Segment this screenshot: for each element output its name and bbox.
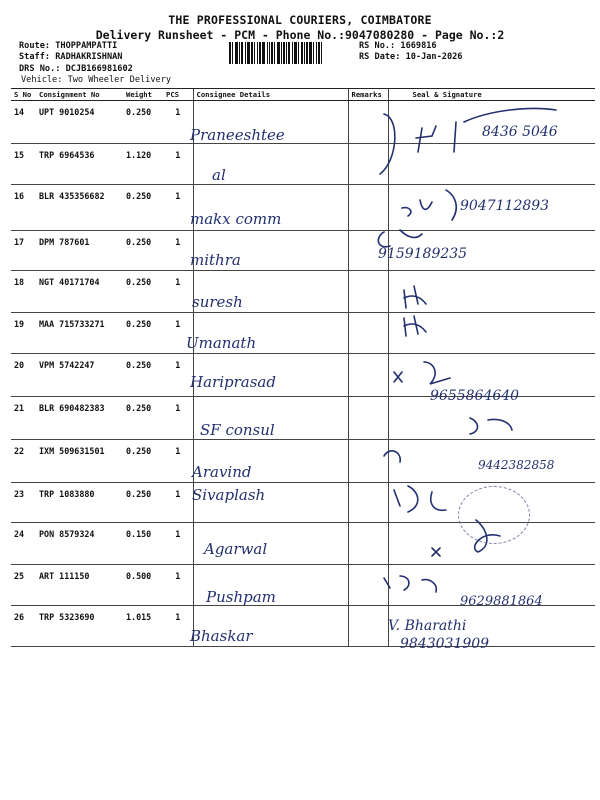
- consignment-cell: [36, 523, 123, 565]
- handwritten-consignee: suresh: [192, 293, 243, 311]
- weight-cell: [123, 144, 163, 185]
- sno-cell-text: 15: [14, 150, 25, 160]
- sno-cell-text: 21: [14, 403, 25, 413]
- pcs-cell: [163, 606, 193, 647]
- handwritten-phone: 9047112893: [460, 198, 550, 214]
- signature-mark: [394, 362, 450, 384]
- sno-cell-text: 22: [14, 446, 25, 456]
- consignment-cell-text: TRP 6964536: [39, 150, 95, 160]
- drs-label: DRS No.: DCJB166981602: [19, 64, 133, 74]
- pcs-cell: [163, 483, 193, 523]
- consignment-cell: [36, 101, 123, 144]
- signature-mark: [470, 418, 512, 434]
- pcs-cell-text: 1: [175, 277, 181, 287]
- signature-scribbles: [360, 100, 600, 700]
- table-header-row: [11, 89, 595, 101]
- col-header-consignment: Consignment No: [36, 89, 123, 101]
- consignment-cell-text: BLR 690482383: [39, 403, 105, 413]
- handwritten-consignee: Agarwal: [204, 540, 268, 558]
- pcs-cell-text: 1: [175, 612, 181, 622]
- pcs-cell: [163, 354, 193, 397]
- weight-cell: [123, 231, 163, 271]
- pcs-cell: [163, 271, 193, 313]
- rs-date-label: RS Date: 10-Jan-2026: [359, 52, 463, 62]
- handwritten-consignee: mithra: [190, 251, 241, 269]
- signature-mark: [402, 190, 456, 220]
- courier-stamp: [458, 486, 530, 544]
- runsheet-subtitle: Delivery Runsheet - PCM - Phone No.:9047080280 - Page No.:2: [95, 28, 505, 42]
- consignment-cell: [36, 440, 123, 483]
- col-header-pcs: PCS: [163, 89, 193, 101]
- consignment-cell: [36, 397, 123, 440]
- sno-cell: [11, 313, 36, 354]
- col-header-weight: Weight: [123, 89, 163, 101]
- weight-cell-text: 0.250: [126, 360, 152, 370]
- consignment-cell-text: IXM 509631501: [39, 446, 105, 456]
- pcs-cell-text: 1: [175, 319, 181, 329]
- weight-cell: [123, 483, 163, 523]
- sno-cell: [11, 483, 36, 523]
- consignment-cell-text: TRP 1083880: [39, 489, 95, 499]
- weight-cell: [123, 565, 163, 606]
- handwritten-phone: 9159189235: [378, 246, 468, 262]
- sno-cell-text: 19: [14, 319, 25, 329]
- pcs-cell-text: 1: [175, 191, 181, 201]
- weight-cell: [123, 440, 163, 483]
- signature-mark: [404, 316, 426, 336]
- pcs-cell: [163, 565, 193, 606]
- weight-cell-text: 1.120: [126, 150, 152, 160]
- staff-label: Staff: RADHAKRISHNAN: [19, 52, 123, 62]
- pcs-cell: [163, 101, 193, 144]
- consignment-cell-text: DPM 787601: [39, 237, 90, 247]
- barcode: [229, 42, 354, 64]
- handwritten-consignee: Praneeshtee: [190, 126, 285, 144]
- remarks-stroke-mark: [380, 114, 395, 174]
- pcs-cell: [163, 231, 193, 271]
- col-header-consignee: Consignee Details: [193, 89, 348, 101]
- handwritten-consignee: makx comm: [190, 210, 282, 228]
- pcs-cell-text: 1: [175, 489, 181, 499]
- weight-cell-text: 0.250: [126, 191, 152, 201]
- consignment-cell: [36, 144, 123, 185]
- weight-cell-text: 0.250: [126, 107, 152, 117]
- pcs-cell: [163, 523, 193, 565]
- consignment-cell: [36, 271, 123, 313]
- pcs-cell-text: 1: [175, 529, 181, 539]
- consignment-cell-text: PON 8579324: [39, 529, 95, 539]
- pcs-cell-text: 1: [175, 446, 181, 456]
- weight-cell-text: 0.250: [126, 403, 152, 413]
- signature-mark: [384, 451, 400, 462]
- consignment-cell: [36, 606, 123, 647]
- sno-cell: [11, 606, 36, 647]
- handwritten-consignee: Aravind: [192, 463, 252, 481]
- signature-mark: [378, 230, 422, 247]
- handwritten-consignee: al: [212, 166, 226, 184]
- consignment-cell-text: ART 111150: [39, 571, 90, 581]
- sno-cell-text: 25: [14, 571, 25, 581]
- weight-cell-text: 0.250: [126, 489, 152, 499]
- weight-cell: [123, 606, 163, 647]
- weight-cell: [123, 354, 163, 397]
- weight-cell-text: 0.250: [126, 446, 152, 456]
- handwritten-consignee: Sivaplash: [192, 486, 266, 504]
- sno-cell: [11, 185, 36, 231]
- weight-cell-text: 0.500: [126, 571, 152, 581]
- handwritten-phone: 9442382858: [478, 458, 555, 472]
- col-header-remarks: Remarks: [348, 89, 388, 101]
- signature-mark: [432, 548, 440, 556]
- weight-cell: [123, 397, 163, 440]
- consignment-cell-text: UPT 9010254: [39, 107, 95, 117]
- weight-cell-text: 1.015: [126, 612, 152, 622]
- consignment-cell-text: TRP 5323690: [39, 612, 95, 622]
- sno-cell-text: 26: [14, 612, 25, 622]
- sno-cell: [11, 397, 36, 440]
- pcs-cell-text: 1: [175, 150, 181, 160]
- weight-cell: [123, 101, 163, 144]
- consignment-cell: [36, 565, 123, 606]
- signature-mark: [394, 486, 446, 512]
- vehicle-label: Vehicle: Two Wheeler Delivery: [21, 75, 172, 85]
- sno-cell-text: 20: [14, 360, 25, 370]
- weight-cell-text: 0.250: [126, 319, 152, 329]
- col-header-sno: S No: [11, 89, 36, 101]
- pcs-cell: [163, 144, 193, 185]
- runsheet-title: THE PROFESSIONAL COURIERS, COIMBATORE: [168, 13, 432, 27]
- handwritten-signature-name: V. Bharathi: [388, 618, 467, 634]
- pcs-cell: [163, 440, 193, 483]
- handwritten-consignee: Hariprasad: [190, 373, 276, 391]
- handwritten-phone: 9843031909: [400, 636, 490, 652]
- sno-cell-text: 16: [14, 191, 25, 201]
- sno-cell-text: 14: [14, 107, 25, 117]
- weight-cell: [123, 523, 163, 565]
- handwritten-phone: 9629881864: [460, 594, 543, 609]
- handwritten-phone: 9655864640: [430, 388, 520, 404]
- consignment-cell: [36, 483, 123, 523]
- sno-cell: [11, 354, 36, 397]
- rs-no-label: RS No.: 1669816: [359, 41, 437, 51]
- sno-cell: [11, 231, 36, 271]
- col-header-seal: Seal & Signature: [388, 89, 595, 101]
- handwritten-consignee: Umanath: [186, 334, 257, 352]
- handwritten-consignee: Bhaskar: [190, 627, 253, 645]
- sno-cell-text: 23: [14, 489, 25, 499]
- pcs-cell-text: 1: [175, 360, 181, 370]
- sno-cell-text: 17: [14, 237, 25, 247]
- handwritten-phone: 8436 5046: [482, 124, 558, 140]
- sno-cell-text: 18: [14, 277, 25, 287]
- sno-cell: [11, 101, 36, 144]
- pcs-cell-text: 1: [175, 571, 181, 581]
- weight-cell-text: 0.250: [126, 277, 152, 287]
- route-label: Route: THOPPAMPATTI: [19, 41, 118, 51]
- sno-cell: [11, 523, 36, 565]
- consignment-cell-text: NGT 40171704: [39, 277, 100, 287]
- pcs-cell: [163, 185, 193, 231]
- handwritten-consignee: Pushpam: [206, 588, 276, 606]
- consignment-cell: [36, 231, 123, 271]
- sno-cell-text: 24: [14, 529, 25, 539]
- handwritten-consignee: SF consul: [200, 421, 275, 439]
- sno-cell: [11, 565, 36, 606]
- sno-cell: [11, 440, 36, 483]
- pcs-cell-text: 1: [175, 403, 181, 413]
- consignment-cell-text: VPM 5742247: [39, 360, 95, 370]
- consignment-cell-text: BLR 435356682: [39, 191, 105, 201]
- consignment-cell: [36, 313, 123, 354]
- weight-cell-text: 0.250: [126, 237, 152, 247]
- consignment-cell: [36, 185, 123, 231]
- consignment-cell: [36, 354, 123, 397]
- sno-cell: [11, 144, 36, 185]
- pcs-cell-text: 1: [175, 107, 181, 117]
- pcs-cell: [163, 397, 193, 440]
- signature-mark: [416, 109, 556, 153]
- weight-cell: [123, 313, 163, 354]
- weight-cell-text: 0.150: [126, 529, 152, 539]
- consignment-cell-text: MAA 715733271: [39, 319, 105, 329]
- weight-cell: [123, 185, 163, 231]
- signature-mark: [404, 286, 426, 308]
- signature-mark: [384, 576, 436, 592]
- sno-cell: [11, 271, 36, 313]
- pcs-cell-text: 1: [175, 237, 181, 247]
- weight-cell: [123, 271, 163, 313]
